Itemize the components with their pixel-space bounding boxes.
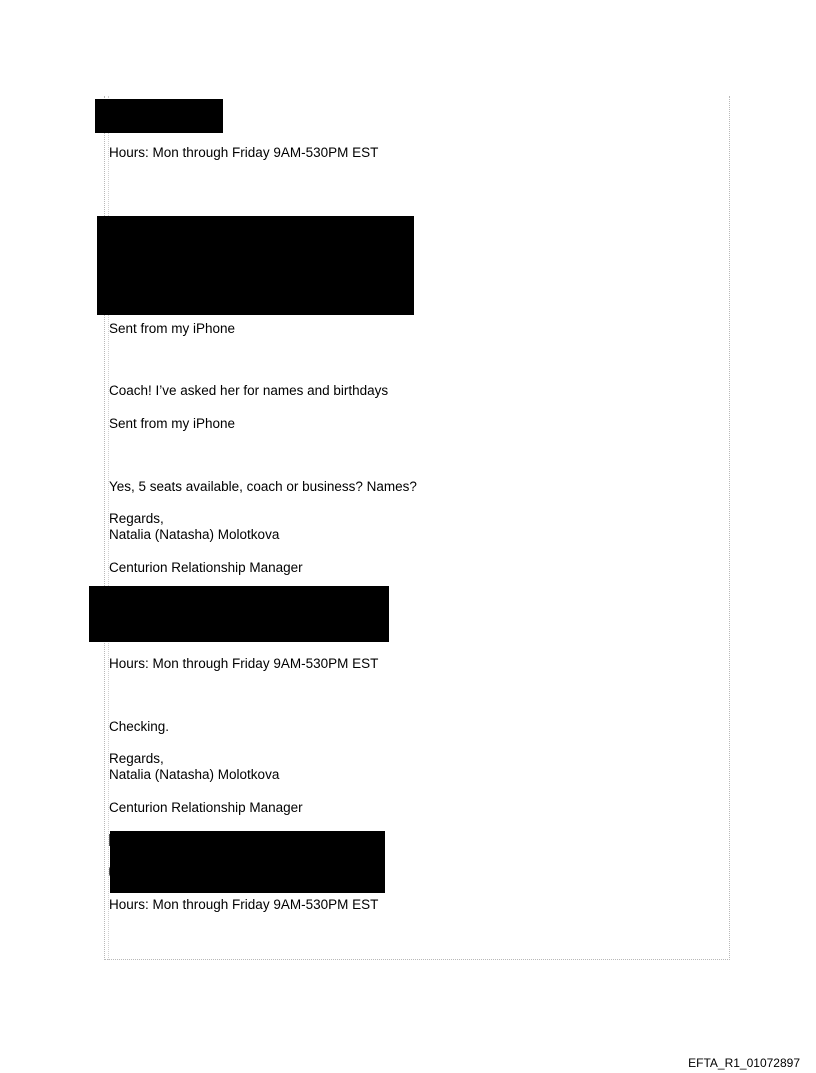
sent-from-line: Sent from my iPhone (109, 321, 236, 336)
signature-title: Centurion Relationship Manager (109, 800, 303, 815)
redaction-block (97, 216, 414, 315)
message-text: Coach! I’ve asked her for names and birthdays (109, 383, 389, 398)
redaction-block (89, 586, 389, 642)
sent-from-line: Sent from my iPhone (109, 416, 236, 431)
signature-name: Natalia (Natasha) Molotkova (109, 527, 280, 542)
message-text: Yes, 5 seats available, coach or business? Names? (109, 479, 417, 494)
redaction-block (110, 831, 385, 893)
hours-line: Hours: Mon through Friday 9AM-530PM EST (109, 145, 379, 160)
redaction-block (95, 99, 223, 133)
hours-line: Hours: Mon through Friday 9AM-530PM EST (109, 656, 379, 671)
document-id: EFTA_R1_01072897 (688, 1056, 800, 1070)
signature-regards: Regards, (109, 511, 164, 526)
message-text: Checking. (109, 719, 170, 734)
signature-regards: Regards, (109, 751, 164, 766)
signature-name: Natalia (Natasha) Molotkova (109, 767, 280, 782)
hours-line: Hours: Mon through Friday 9AM-530PM EST (109, 897, 379, 912)
signature-title: Centurion Relationship Manager (109, 560, 303, 575)
